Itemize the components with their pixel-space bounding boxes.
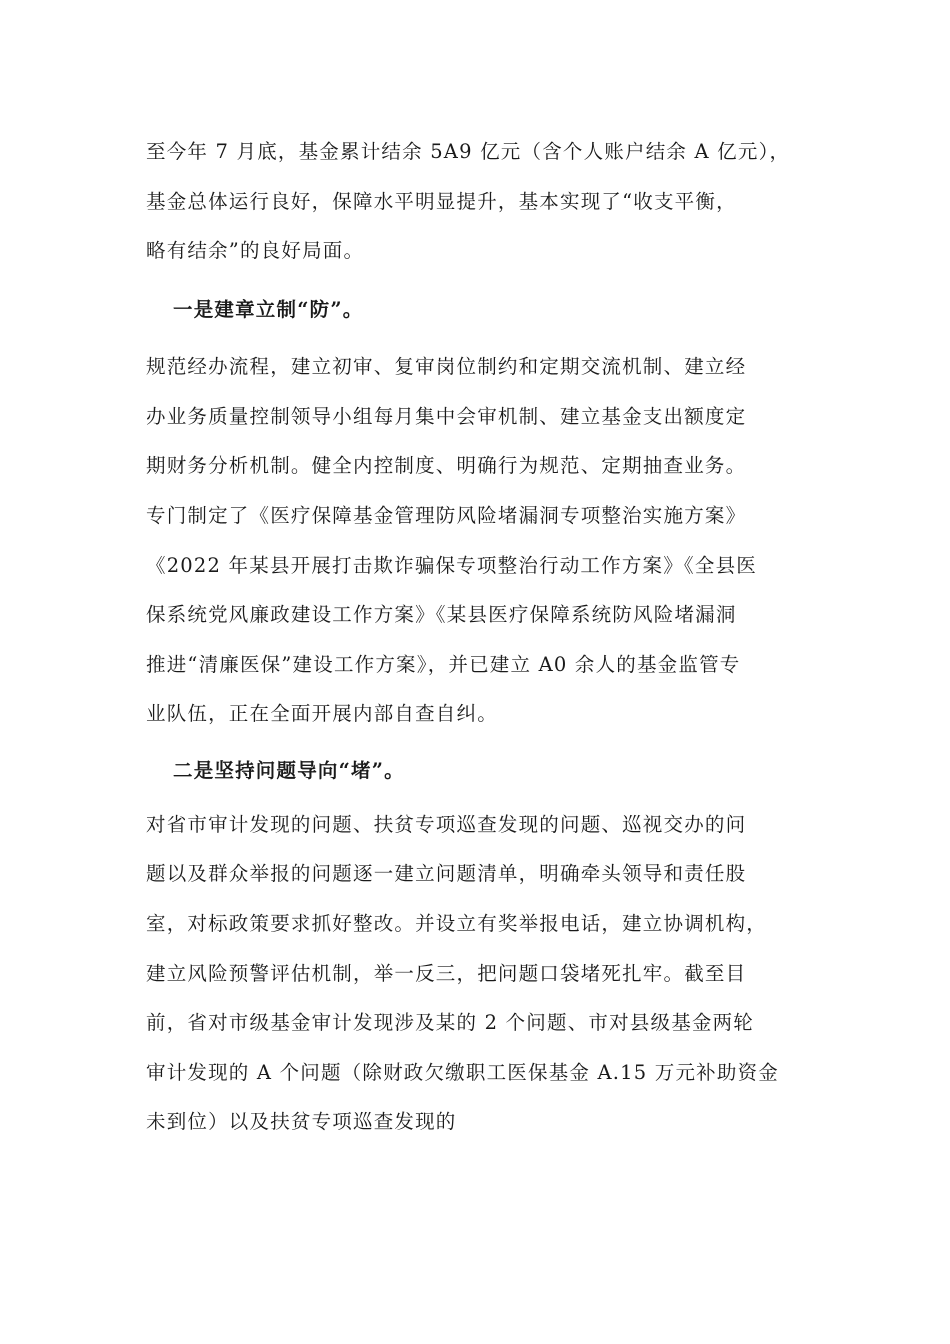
paragraph-3-line-5: 前，省对市级基金审计发现涉及某的 2 个问题、市对县级基金两轮 — [146, 1011, 755, 1034]
paragraph-3-line-4: 建立风险预警评估机制，举一反三，把问题口袋堵死扎牢。截至目 — [146, 962, 747, 985]
paragraph-2-line-3: 期财务分析机制。健全内控制度、明确行为规范、定期抽查业务。 — [146, 454, 747, 477]
paragraph-2-line-2: 办业务质量控制领导小组每月集中会审机制、建立基金支出额度定 — [146, 405, 747, 428]
paragraph-1-line-2: 基金总体运行良好，保障水平明显提升，基本实现了“收支平衡， — [146, 190, 737, 213]
paragraph-2-line-5: 《2022 年某县开展打击欺诈骗保专项整治行动工作方案》《全县医 — [146, 554, 757, 577]
section-heading-2: 二是坚持问题导向“堵”。 — [173, 759, 405, 782]
section-heading-1: 一是建章立制“防”。 — [173, 298, 364, 321]
paragraph-1-line-3: 略有结余”的良好局面。 — [146, 239, 365, 262]
paragraph-3-line-2: 题以及群众举报的问题逐一建立问题清单，明确牵头领导和责任股 — [146, 862, 747, 885]
paragraph-1-line-1: 至今年 7 月底，基金累计结余 5A9 亿元（含个人账户结余 A 亿元）， — [146, 140, 791, 163]
paragraph-3-line-1: 对省市审计发现的问题、扶贫专项巡查发现的问题、巡视交办的问 — [146, 813, 747, 836]
paragraph-3-line-6: 审计发现的 A 个问题（除财政欠缴职工医保基金 A.15 万元补助资金 — [146, 1061, 779, 1084]
paragraph-2-line-4: 专门制定了《医疗保障基金管理防风险堵漏洞专项整治实施方案》 — [146, 504, 747, 527]
paragraph-2-line-1: 规范经办流程，建立初审、复审岗位制约和定期交流机制、建立经 — [146, 355, 747, 378]
paragraph-2-line-8: 业队伍，正在全面开展内部自查自纠。 — [146, 702, 498, 725]
paragraph-2-line-7: 推进“清廉医保”建设工作方案》，并已建立 A0 余人的基金监管专 — [146, 653, 741, 676]
paragraph-3-line-7: 未到位）以及扶贫专项巡查发现的 — [146, 1110, 457, 1133]
paragraph-3-line-3: 室，对标政策要求抓好整改。并设立有奖举报电话，建立协调机构， — [146, 912, 768, 935]
paragraph-2-line-6: 保系统党风廉政建设工作方案》《某县医疗保障系统防风险堵漏洞 — [146, 603, 737, 626]
